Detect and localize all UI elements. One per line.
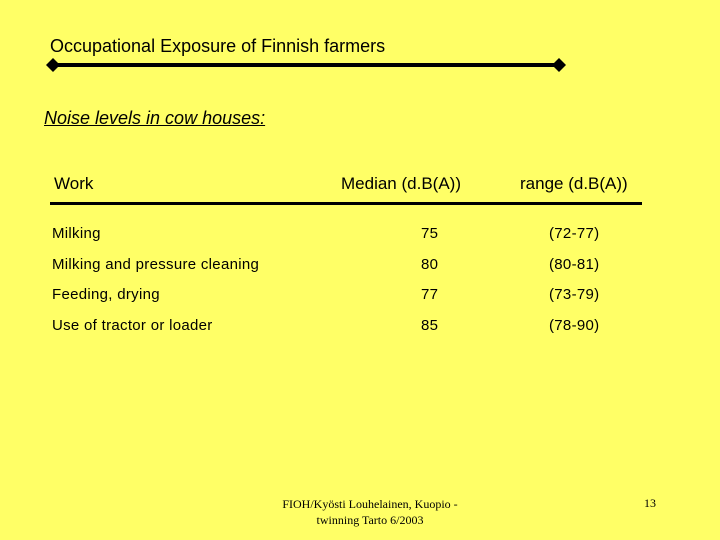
cell-median: 80 [421, 256, 439, 273]
cell-work: Use of tractor or loader [52, 317, 213, 334]
footer-credit [270, 496, 470, 528]
column-header-work: Work [54, 174, 94, 193]
cell-median: 77 [421, 286, 439, 303]
footer-line-2: twinning Tarto 6/2003 [316, 513, 424, 527]
section-subtitle: Noise levels in cow houses: [44, 108, 266, 128]
column-header-median: Median (d.B(A)) [341, 174, 461, 193]
cell-range: (80-81) [549, 256, 600, 273]
cell-range: (72-77) [549, 225, 600, 242]
cell-range: (73-79) [549, 286, 600, 303]
table-row [0, 286, 720, 308]
page-number: 13 [644, 496, 656, 510]
footer-line-1: FIOH/Kyösti Louhelainen, Kuopio - [282, 497, 458, 511]
header-divider [50, 202, 642, 205]
slide-title: Occupational Exposure of Finnish farmers [50, 36, 386, 56]
cell-range: (78-90) [549, 317, 600, 334]
title-divider [46, 58, 566, 72]
cell-work: Feeding, drying [52, 286, 160, 303]
cell-median: 85 [421, 317, 439, 334]
column-header-range: range (d.B(A)) [520, 174, 628, 193]
table-row [0, 256, 720, 278]
table-row [0, 317, 720, 339]
cell-median: 75 [421, 225, 439, 242]
cell-work: Milking [52, 225, 101, 242]
cell-work: Milking and pressure cleaning [52, 256, 260, 273]
table-row [0, 225, 720, 247]
